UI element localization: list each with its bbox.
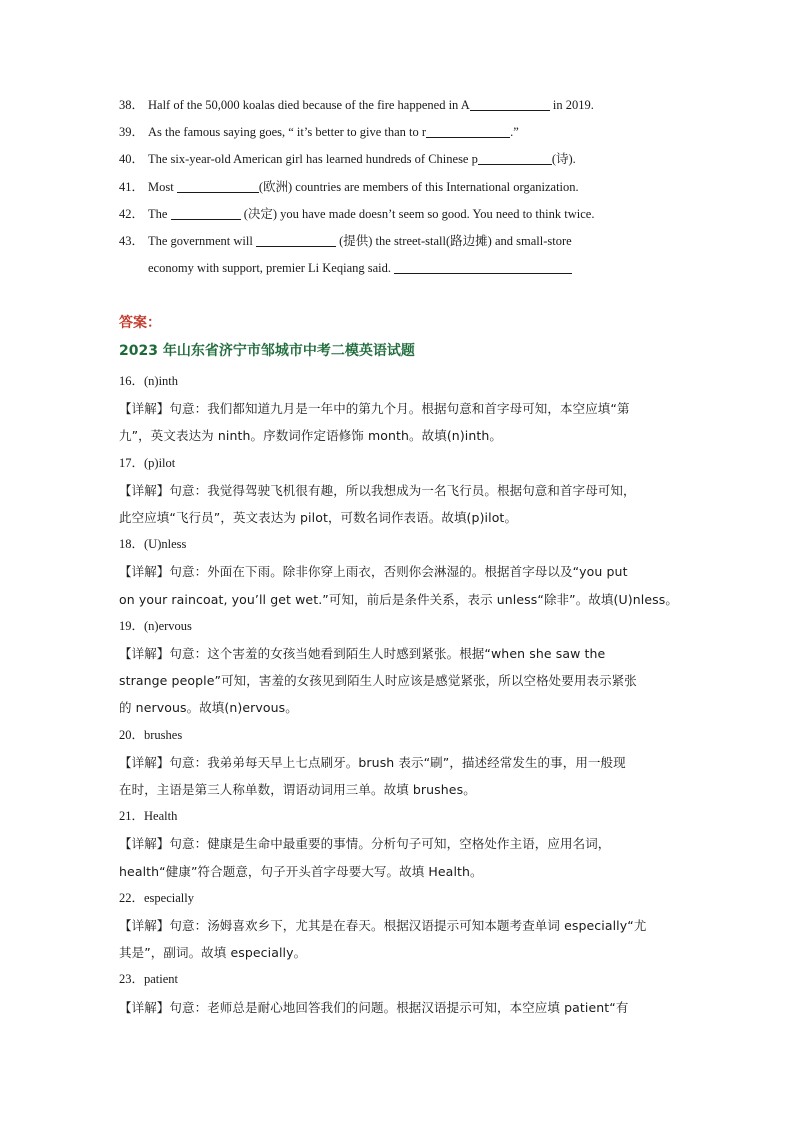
answer-detail-line: 【详解】句意：健康是生命中最重要的事情。分析句子可知，空格处作主语，应用名词，	[119, 836, 611, 852]
answer-detail-line: on your raincoat, you’ll get wet.”可知，前后是条件关系，表示 unless“除非”。故填(U)nless。	[119, 591, 678, 607]
question-text: The six-year-old American girl has learned hundreds of Chinese p	[148, 152, 478, 167]
answer-heading: 答案：	[119, 315, 161, 331]
question-number: 41．	[119, 179, 145, 194]
answer-word: 23．patient	[119, 972, 179, 987]
question-text: The government will	[148, 234, 256, 249]
answer-detail-line: 【详解】句意：外面在下雨。除非你穿上雨衣，否则你会淋湿的。根据首字母以及“you put	[119, 564, 628, 580]
answer-word: 22．especially	[119, 890, 194, 905]
answer-blank[interactable]	[470, 97, 550, 111]
answer-blank[interactable]	[171, 206, 241, 220]
question-39	[119, 119, 679, 146]
question-text: economy with support, premier Li Keqiang said.	[148, 261, 391, 276]
question-text: As the famous saying goes, “ it’s better to give than to r	[148, 125, 427, 140]
question-text: Most	[148, 179, 177, 194]
answer-detail-line: 九”，英文表达为 ninth。序数词作定语修饰 month。故填(n)inth。	[119, 428, 503, 444]
question-text-end: (决定) you have made doesn’t seem so good. You need to think twice.	[240, 206, 595, 221]
answer-list	[119, 368, 679, 1021]
question-text-end: (提供) the street-stall(路边摊) and small-store	[335, 234, 572, 249]
answer-word: 17．(p)ilot	[119, 455, 176, 470]
question-number: 38．	[119, 98, 145, 112]
answer-word: 21．Health	[119, 809, 178, 824]
question-40	[119, 146, 679, 173]
answer-item	[119, 531, 679, 613]
answer-item	[119, 966, 679, 1020]
answer-detail-line: 【详解】句意：我弟弟每天早上七点刷牙。brush 表示“刷”，描述经常发生的事，用一般现	[119, 754, 626, 770]
answer-detail-line: 【详解】句意：这个害羞的女孩当她看到陌生人时感到紧张。根据“when she saw the	[119, 646, 606, 662]
question-number: 39．	[119, 125, 145, 140]
question-43	[119, 228, 679, 255]
answer-blank[interactable]	[394, 260, 572, 274]
answer-detail-line: 【详解】句意：我觉得驾驶飞机很有趣，所以我想成为一名飞行员。根据句意和首字母可知，	[119, 482, 636, 498]
answer-item	[119, 803, 679, 885]
answer-word: 18．(U)nless	[119, 537, 187, 552]
question-42	[119, 201, 679, 228]
answer-word: 16．(n)inth	[119, 374, 179, 388]
question-43-continuation	[119, 255, 679, 282]
answer-detail-line: 【详解】句意：老师总是耐心地回答我们的问题。根据汉语提示可知，本空应填 patient“有	[119, 999, 629, 1015]
question-text: Half of the 50,000 koalas died because of the fire happened in A	[148, 98, 470, 112]
question-number: 40．	[119, 152, 145, 167]
question-text: The	[148, 206, 171, 221]
answer-detail-line: 【详解】句意：汤姆喜欢乡下，尤其是在春天。根据汉语提示可知本题考查单词 especially“尤	[119, 918, 647, 934]
answer-blank[interactable]	[478, 151, 552, 165]
answer-item	[119, 722, 679, 804]
answer-blank[interactable]	[177, 179, 259, 193]
question-list	[119, 92, 679, 282]
answer-detail-line: 的 nervous。故填(n)ervous。	[119, 700, 298, 716]
question-41	[119, 174, 679, 201]
question-text-end: in 2019.	[549, 98, 594, 112]
answer-item	[119, 613, 679, 722]
answer-blank[interactable]	[256, 233, 336, 247]
answer-item	[119, 368, 679, 450]
answer-detail-line: 其是”，副词。故填 especially。	[119, 945, 307, 961]
answer-item	[119, 885, 679, 967]
question-38	[119, 92, 679, 119]
answer-detail-line: health“健康”符合题意，句子开头首字母要大写。故填 Health。	[119, 863, 483, 879]
answer-blank[interactable]	[426, 124, 510, 138]
answer-detail-line: 在时，主语是第三人称单数，谓语动词用三单。故填 brushes。	[119, 782, 476, 798]
question-number: 42．	[119, 206, 145, 221]
answer-word: 19．(n)ervous	[119, 618, 192, 633]
question-text-end: (欧洲) countries are members of this International organization.	[258, 179, 579, 194]
question-number: 43．	[119, 234, 145, 249]
answer-detail-line: 【详解】句意：我们都知道九月是一年中的第九个月。根据句意和首字母可知，本空应填“第	[119, 401, 630, 417]
answer-word: 20．brushes	[119, 727, 183, 742]
question-text-end: .”	[510, 125, 519, 140]
answer-detail-line: 此空应填“飞行员”，英文表达为 pilot，可数名词作表语。故填(p)ilot。	[119, 510, 518, 526]
answer-detail-line: strange people”可知，害羞的女孩见到陌生人时应该是感觉紧张，所以空格处要用表示紧张	[119, 673, 637, 689]
answer-item	[119, 450, 679, 532]
question-text-end: (诗).	[551, 152, 576, 167]
exam-title: 2023 年山东省济宁市邹城市中考二模英语试题	[119, 343, 415, 359]
